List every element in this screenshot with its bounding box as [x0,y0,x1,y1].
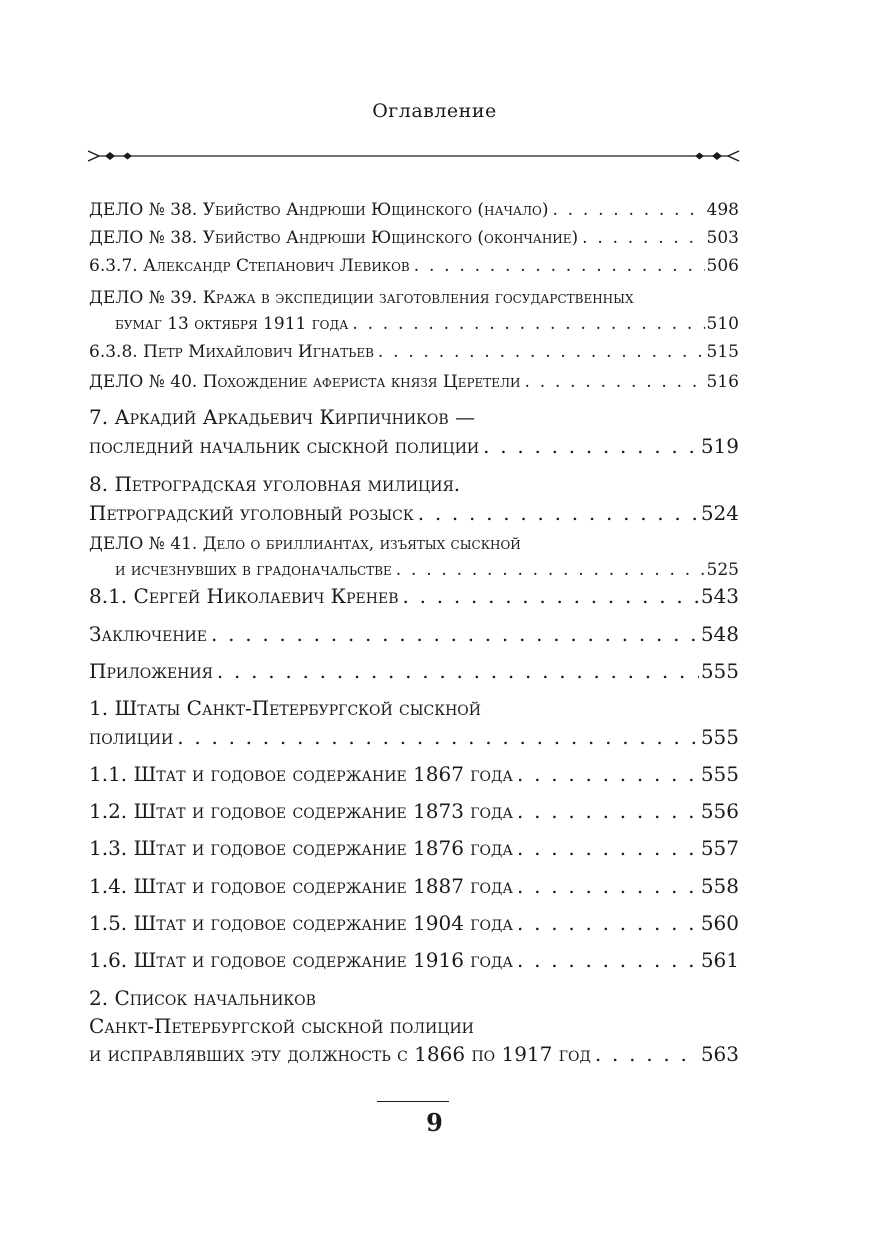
toc-entry-title: 1.6. Штат и годовое содержание 1916 года [89,948,514,972]
toc-entry[interactable] [89,834,739,863]
toc-entry-title: 1.4. Штат и годовое содержание 1887 года [89,874,514,898]
ornament-chevron-right [728,151,739,161]
toc-entry[interactable] [89,694,739,752]
toc-entry-page: 498 [706,200,739,220]
toc-entry-page: 555 [700,659,739,683]
toc-entry-title: 1.2. Штат и годовое содержание 1873 года [89,799,514,823]
leader-dots [517,872,699,901]
leader-dots [217,657,699,686]
leader-dots [396,557,705,583]
toc-entry-title: 1. Штаты Санкт-Петербургской сыскной [89,696,481,720]
leader-dots [517,834,699,863]
toc-entry-title: 6.3.8. Петр Михайлович Игнатьев [89,342,374,362]
toc-entry-page: 555 [700,725,739,749]
toc-entry-title: Приложения [89,659,213,683]
page-header: Оглавление [372,100,497,122]
toc-entry[interactable] [89,760,739,789]
toc-entry-title: Заключение [89,622,207,646]
toc-entry-page: 561 [700,948,739,972]
toc-entry[interactable] [89,254,739,278]
toc-entry-title: ДЕЛО № 38. Убийство Андрюши Ющинского (окончание) [89,228,579,248]
leader-dots [403,582,699,611]
toc-entry-page: 503 [706,228,739,248]
toc-entry-title: ДЕЛО № 41. Дело о бриллиантах, изъятых сыскной [89,534,521,554]
toc-entry-title: 8.1. Сергей Николаевич Кренев [89,584,399,608]
leader-dots [552,198,704,222]
toc-entry[interactable] [89,403,739,461]
leader-dots [378,340,705,364]
toc-entry[interactable] [89,370,739,394]
toc-entry-title: ДЕЛО № 39. Кража в экспедиции заготовления государственных [89,288,634,308]
leader-dots [352,311,704,337]
toc-entry[interactable] [89,657,739,686]
toc-entry-title: 2. Список начальников [89,986,316,1010]
toc-entry-title: 7. Аркадий Аркадьевич Кирпичников — [89,405,476,429]
toc-entry[interactable] [89,582,739,611]
toc-entry-title-cont: Санкт-Петербургской сыскной полиции [89,1014,474,1038]
folio-rule [377,1101,449,1102]
leader-dots [582,226,704,250]
leader-dots [177,723,699,752]
toc-entry-title: 8. Петроградская уголовная милиция. [89,472,461,496]
toc-entry-title: 6.3.7. Александр Степанович Левиков [89,256,410,276]
leader-dots [525,370,705,394]
toc-entry-page: 555 [700,762,739,786]
toc-entry-page: 563 [700,1042,739,1066]
toc-entry[interactable] [89,226,739,250]
toc-entry-page: 506 [706,256,739,276]
toc-entry-title-cont: бумаг 13 октября 1911 года [115,314,349,334]
ornament-right [728,151,739,161]
leader-dots [517,760,699,789]
ornament-left [88,151,99,161]
toc-entry-page: 510 [706,314,739,334]
toc-entry[interactable] [89,531,739,583]
leader-dots [517,946,699,975]
toc-entry-title-cont: полиции [89,725,174,749]
toc-entry-title: 1.3. Штат и годовое содержание 1876 года [89,836,514,860]
toc-entry-page: 519 [700,434,739,458]
toc-entry-title-cont: Петроградский уголовный розыск [89,501,414,525]
toc-entry-page: 543 [700,584,739,608]
toc-entry-title: ДЕЛО № 38. Убийство Андрюши Ющинского (начало) [89,200,549,220]
toc-entry[interactable] [89,984,739,1068]
ornament-diamond-right-1 [712,152,722,160]
ornament-chevron-left [88,151,99,161]
toc-entry-page: 515 [706,342,739,362]
toc-entry[interactable] [89,946,739,975]
toc-entry-page: 556 [700,799,739,823]
toc-entry[interactable] [89,198,739,222]
toc-entry-title: 1.1. Штат и годовое содержание 1867 года [89,762,514,786]
toc-entry-page: 557 [700,836,739,860]
toc-entry-title-cont: и исправлявших эту должность с 1866 по 1917 год [89,1042,591,1066]
toc-entry-title-cont: и исчезнувших в градоначальстве [115,560,392,580]
toc-entry[interactable] [89,285,739,337]
toc-entry[interactable] [89,909,739,938]
toc-entry[interactable] [89,340,739,364]
toc-entry-page: 558 [700,874,739,898]
toc-entry-title-cont: последний начальник сыскной полиции [89,434,480,458]
toc-entry-title: ДЕЛО № 40. Похождение афериста князя Церетели [89,372,521,392]
toc-entry-title: 1.5. Штат и годовое содержание 1904 года [89,911,514,935]
toc-entry-page: 525 [706,560,739,580]
toc-entry[interactable] [89,872,739,901]
toc-entry[interactable] [89,470,739,528]
leader-dots [418,499,699,528]
leader-dots [517,909,699,938]
leader-dots [517,797,699,826]
leader-dots [483,432,699,461]
toc-entry-page: 524 [700,501,739,525]
leader-dots [414,254,705,278]
toc-entry-page: 548 [700,622,739,646]
toc-entry-page: 516 [706,372,739,392]
leader-dots [595,1040,699,1068]
toc-entry[interactable] [89,620,739,649]
ornament-diamond-right-2 [695,153,704,160]
toc-entry[interactable] [89,797,739,826]
page-number: 9 [426,1108,443,1137]
decorative-rule [86,144,741,168]
toc-entry-page: 560 [700,911,739,935]
leader-dots [211,620,699,649]
